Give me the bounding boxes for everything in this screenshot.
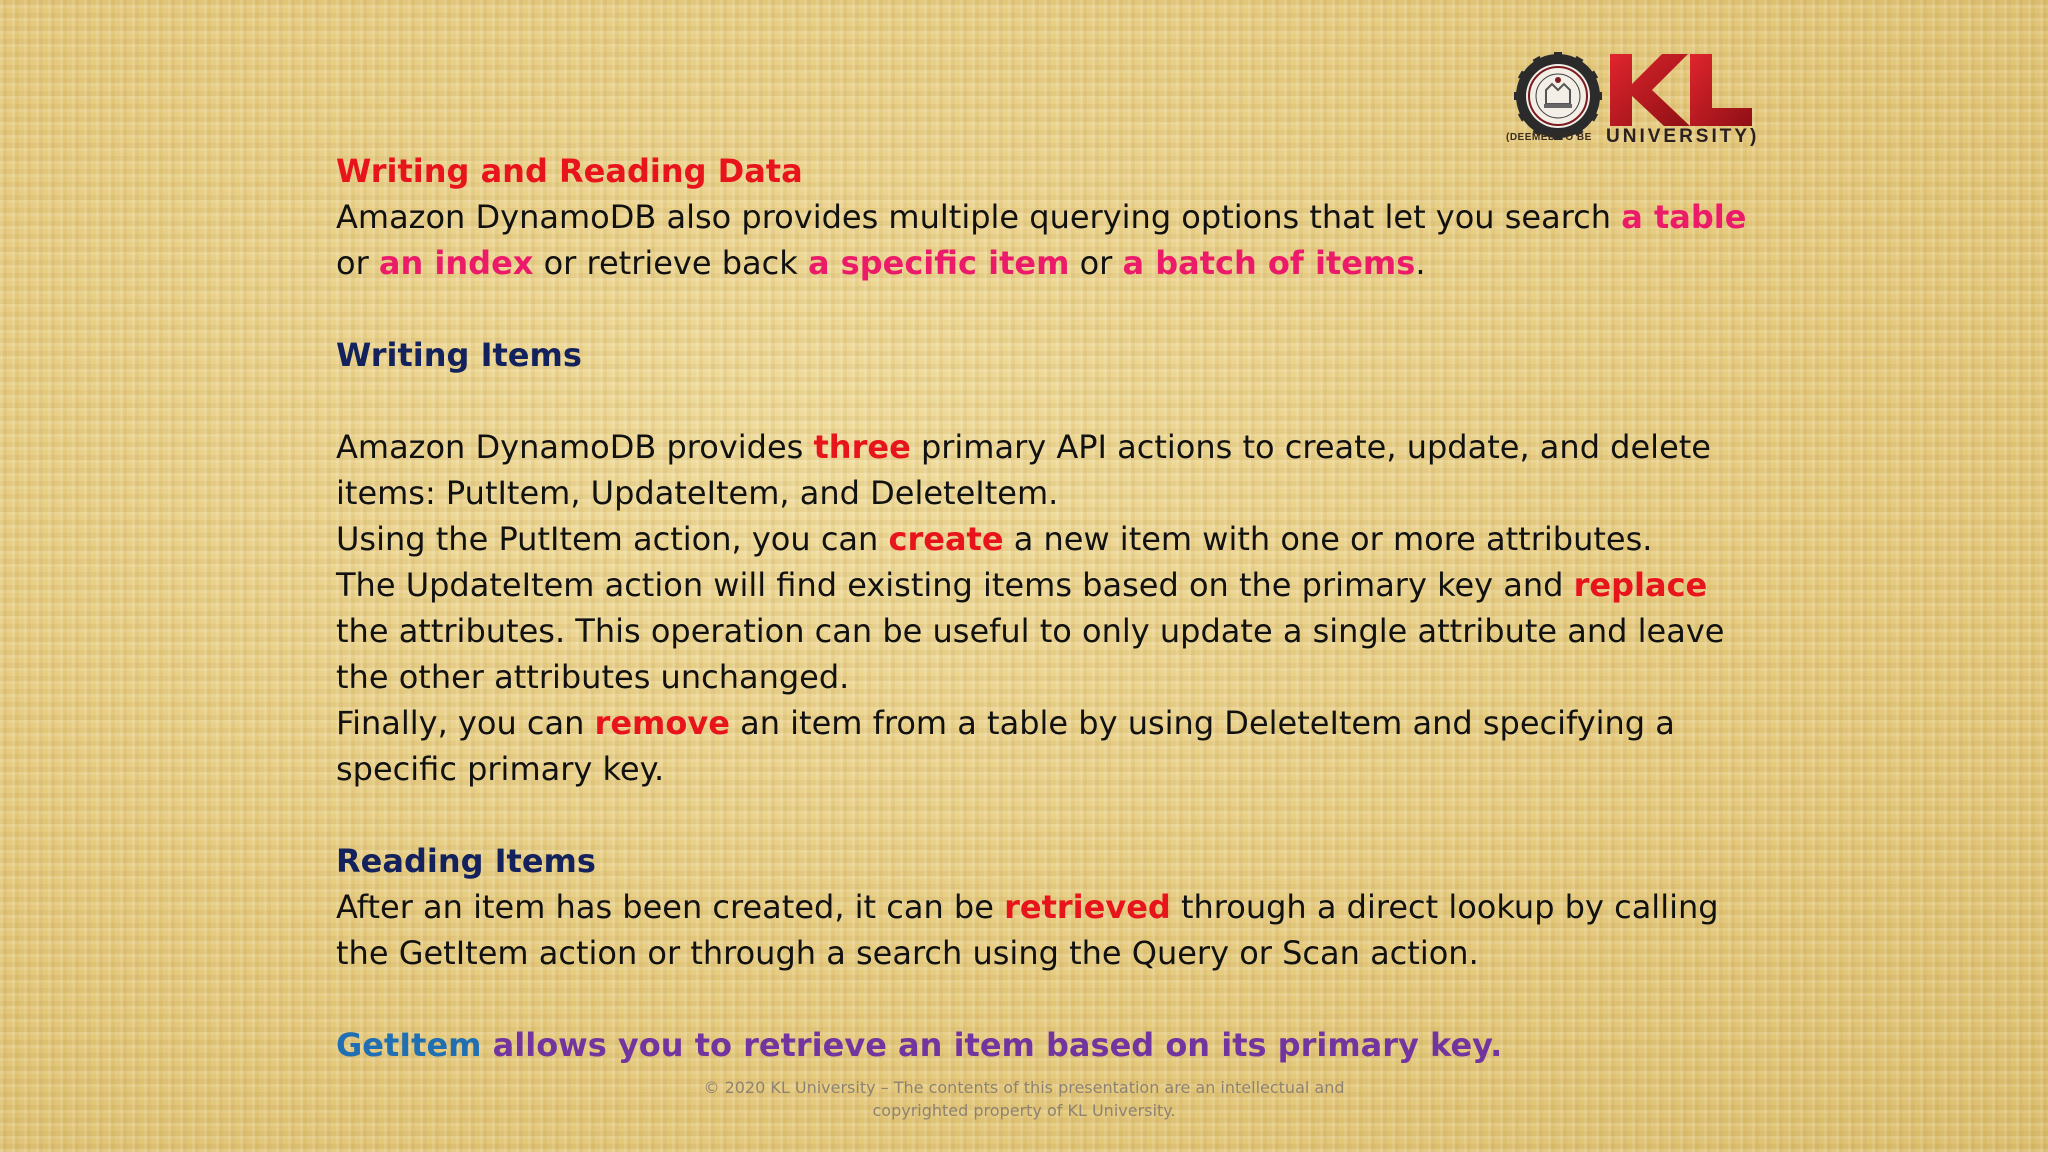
copyright-footer <box>624 1076 1424 1122</box>
paragraph-line <box>336 470 1736 516</box>
getitem-description: allows you to retrieve an item based on its primary key. <box>481 1026 1503 1064</box>
highlight-text: a specific item <box>807 244 1070 282</box>
footer-line: copyrighted property of KL University. <box>872 1101 1176 1120</box>
text-run: specific primary key. <box>336 750 665 788</box>
footer-line: © 2020 KL University – The contents of this presentation are an intellectual and <box>703 1078 1345 1097</box>
text-run: After an item has been created, it can be <box>336 888 1005 926</box>
highlight-text: a table <box>1621 198 1747 236</box>
text-run: items: PutItem, UpdateItem, and DeleteItem. <box>336 474 1059 512</box>
text-run: or <box>336 244 379 282</box>
highlight-text: an index <box>378 244 534 282</box>
slide-title: Writing and Reading Data <box>336 152 803 190</box>
slide-title-line <box>336 148 1736 194</box>
text-run: Amazon DynamoDB also provides multiple querying options that let you search <box>336 198 1622 236</box>
text-run: or <box>1069 244 1123 282</box>
university-seal-icon <box>1514 52 1602 140</box>
spacer <box>336 792 1736 838</box>
reading-items-heading: Reading Items <box>336 842 596 880</box>
spacer <box>336 976 1736 1022</box>
text-run: through a direct lookup by calling <box>1170 888 1719 926</box>
highlight-text: a batch of items <box>1122 244 1416 282</box>
section-heading-line <box>336 332 1736 378</box>
spacer <box>336 378 1736 424</box>
text-run: the other attributes unchanged. <box>336 658 850 696</box>
text-run: The UpdateItem action will find existing items based on the primary key and <box>336 566 1574 604</box>
highlight-text: three <box>813 428 911 466</box>
logo-university-text: UNIVERSITY) <box>1606 126 1760 147</box>
paragraph-line <box>336 194 1747 240</box>
paragraph-line <box>336 562 1736 608</box>
text-run: or retrieve back <box>533 244 808 282</box>
getitem-label: GetItem <box>336 1026 482 1064</box>
text-run: Finally, you can <box>336 704 595 742</box>
text-run: an item from a table by using DeleteItem and specifying a <box>729 704 1675 742</box>
highlight-text: create <box>888 520 1004 558</box>
paragraph-line <box>336 930 1736 976</box>
logo-deemed-text: (DEEMED TO BE <box>1506 132 1592 143</box>
text-run: a new item with one or more attributes. <box>1003 520 1653 558</box>
paragraph-line <box>336 608 1736 654</box>
highlight-text: remove <box>594 704 730 742</box>
text-run: Amazon DynamoDB provides <box>336 428 814 466</box>
paragraph-line <box>336 746 1736 792</box>
paragraph-line <box>336 516 1736 562</box>
highlight-text: retrieved <box>1004 888 1171 926</box>
university-logo <box>1506 48 1760 152</box>
spacer <box>336 286 1736 332</box>
slide-content <box>336 148 1747 1068</box>
paragraph-line <box>336 654 1736 700</box>
paragraph-line <box>336 240 1736 286</box>
text-run: the GetItem action or through a search using the Query or Scan action. <box>336 934 1479 972</box>
text-run: primary API actions to create, update, and delete <box>910 428 1711 466</box>
kl-mark-icon <box>1606 48 1756 138</box>
text-run: Using the PutItem action, you can <box>336 520 889 558</box>
section-heading-line <box>336 838 1736 884</box>
text-run: . <box>1415 244 1426 282</box>
highlight-text: replace <box>1573 566 1708 604</box>
text-run: the attributes. This operation can be useful to only update a single attribute and leave <box>336 612 1725 650</box>
paragraph-line <box>336 424 1736 470</box>
writing-items-heading: Writing Items <box>336 336 582 374</box>
getitem-summary-line <box>336 1022 1736 1068</box>
paragraph-line <box>336 884 1736 930</box>
paragraph-line <box>336 700 1736 746</box>
